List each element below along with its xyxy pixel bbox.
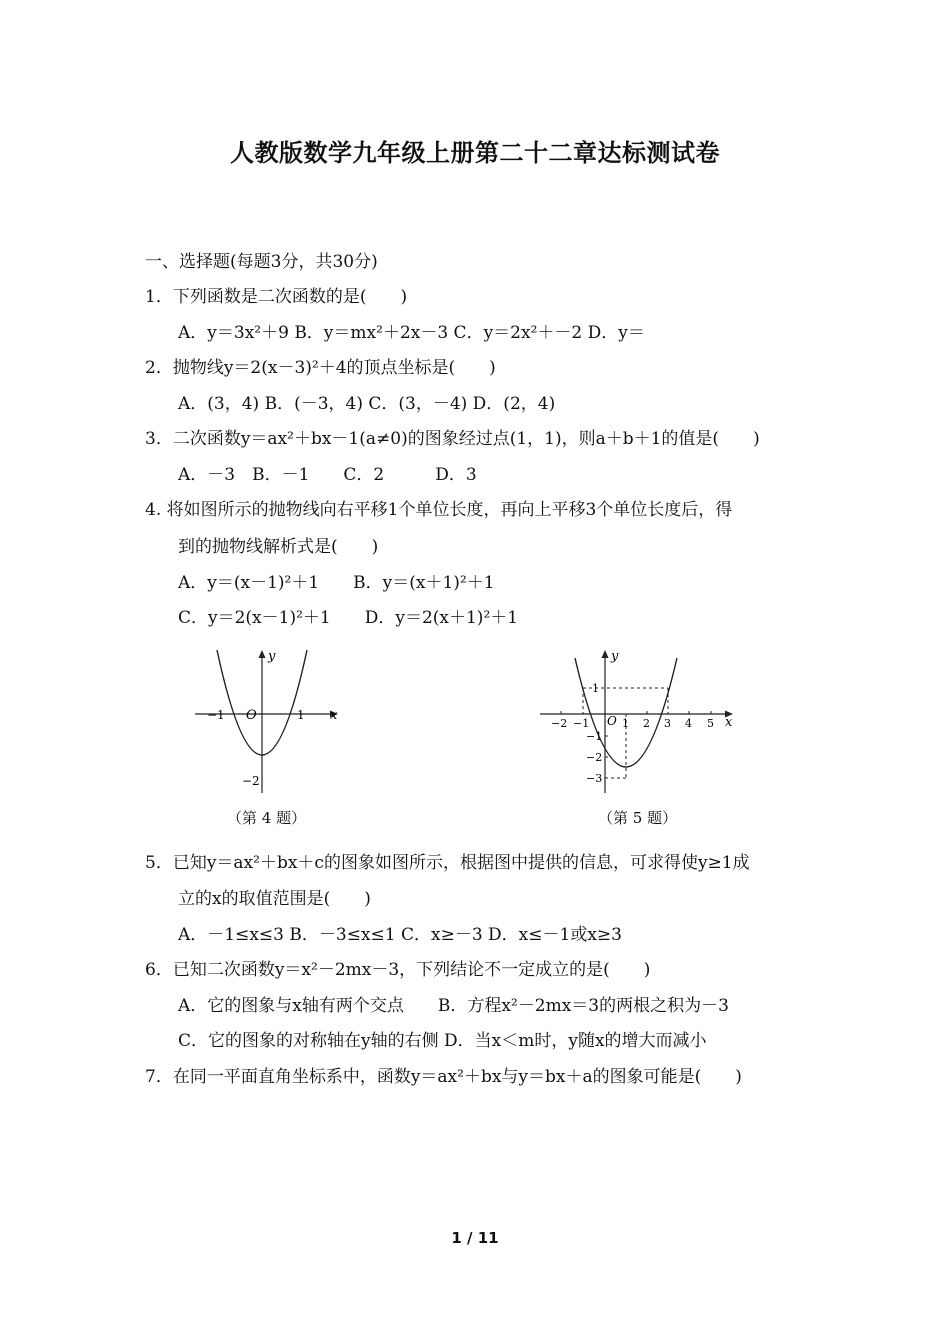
fig5-xtick-label: 5 — [707, 717, 714, 730]
fig5-xtick-label: 1 — [622, 717, 629, 730]
fig5-xtick-label: 4 — [685, 717, 692, 730]
fig5-ytick-label: −2 — [586, 751, 603, 764]
page-number: 1 / 11 — [451, 1229, 499, 1247]
fig4-tick-neg2: −2 — [242, 774, 260, 788]
fig4-x-label: x — [330, 708, 338, 723]
fig5-xtick-label: −1 — [573, 717, 590, 730]
fig4-y-arrow — [259, 650, 266, 658]
fig5-y-arrow — [602, 650, 609, 658]
fig4-tick-1: 1 — [297, 708, 305, 722]
q4-stem-line2: 到的抛物线解析式是( ) — [178, 537, 379, 557]
q7-stem: 7．在同一平面直角坐标系中，函数y＝ax²＋bx与y＝bx＋a的图象可能是( ) — [145, 1067, 742, 1087]
q1-options: A．y＝3x²＋9 B．y＝mx²＋2x－3 C．y＝2x²＋－2 D．y＝ — [178, 323, 645, 343]
section-heading: 一、选择题(每题3分，共30分) — [145, 252, 378, 272]
fig5-ytick-label: −1 — [586, 730, 603, 743]
q5-stem-line1: 5．已知y＝ax²＋bx＋c的图象如图所示，根据图中提供的信息，可求得使y≥1成 — [145, 853, 750, 873]
fig5-x-label: x — [725, 715, 733, 730]
q6-options-row2: C．它的图象的对称轴在y轴的右侧 D．当x＜m时，y随x的增大而减小 — [178, 1031, 707, 1051]
fig5-xtick-label: −2 — [551, 717, 568, 730]
q2-stem: 2．抛物线y＝2(x－3)²＋4的顶点坐标是( ) — [145, 358, 496, 378]
fig5-xtick-label: 2 — [643, 717, 650, 730]
q4-options-row1: A．y＝(x－1)²＋1 B．y＝(x＋1)²＋1 — [178, 573, 495, 593]
q5-stem-line2: 立的x的取值范围是( ) — [178, 889, 371, 909]
fig4-y-label: y — [268, 649, 276, 664]
q2-options: A．(3，4) B．(－3，4) C．(3，－4) D．(2，4) — [178, 394, 556, 414]
fig5-y-label: y — [611, 649, 619, 664]
fig5-ytick-label: −3 — [586, 772, 603, 785]
q3-options: A．－3 B．－1 C．2 D．3 — [178, 465, 477, 485]
fig4-tick-neg1: −1 — [207, 708, 225, 722]
fig4-origin: O — [246, 708, 257, 723]
page-title: 人教版数学九年级上册第二十二章达标测试卷 — [230, 139, 720, 167]
q1-stem: 1．下列函数是二次函数的是( ) — [145, 287, 408, 307]
fig5-origin: O — [607, 714, 617, 728]
q6-stem: 6．已知二次函数y＝x²－2mx－3，下列结论不一定成立的是( ) — [145, 960, 651, 980]
fig5-xtick-label: 3 — [664, 717, 671, 730]
fig4-caption: （第 4 题） — [227, 809, 307, 827]
fig5-caption: （第 5 题） — [598, 809, 678, 827]
q4-options-row2: C．y＝2(x－1)²＋1 D．y＝2(x＋1)²＋1 — [178, 608, 519, 628]
figure-q4 — [190, 645, 350, 800]
q3-stem: 3．二次函数y＝ax²＋bx－1(a≠0)的图象经过点(1，1)，则a＋b＋1的值是( ) — [145, 429, 760, 449]
fig5-ytick-label: 1 — [592, 682, 599, 695]
q5-options: A．－1≤x≤3 B．－3≤x≤1 C．x≥－3 D．x≤－1或x≥3 — [178, 925, 622, 945]
q6-options-row1: A．它的图象与x轴有两个交点 B．方程x²－2mx＝3的两根之积为－3 — [178, 996, 729, 1016]
figure-q5 — [535, 645, 740, 795]
q4-stem-line1: 4. 将如图所示的抛物线向右平移1个单位长度，再向上平移3个单位长度后，得 — [145, 500, 733, 520]
